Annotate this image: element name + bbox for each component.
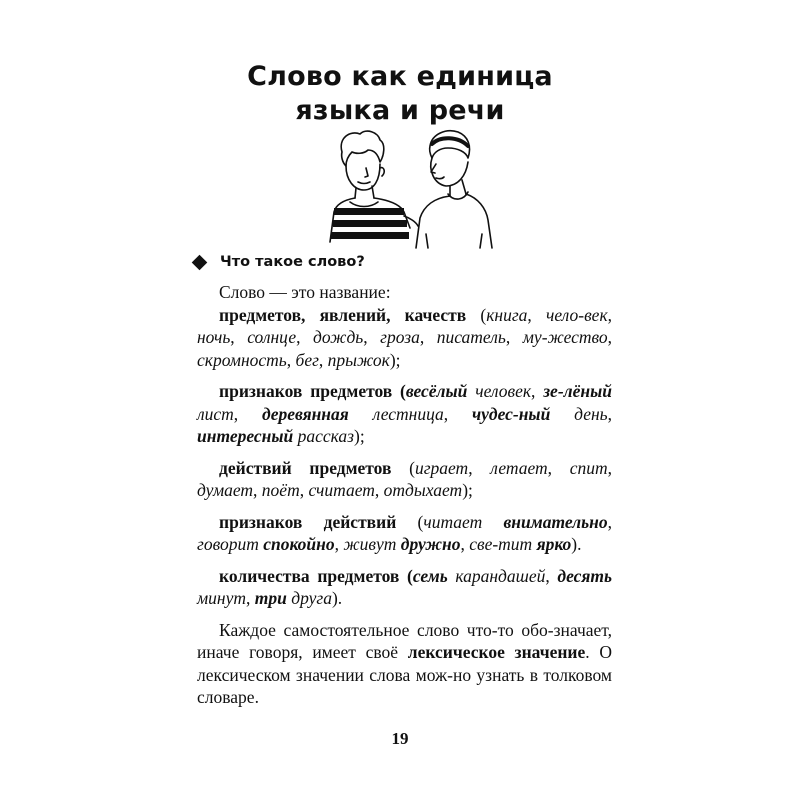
- category-objects: предметов, явлений, качеств (книга, чело-век, ночь, солнце, дождь, гроза, писатель, му-жество, скромность, бег, прыжок);: [197, 304, 613, 370]
- closing-paragraph: Каждое самостоятельное слово что-то обо-значает, иначе говоря, имеет своё лексическое значение. О лексическом значении слова мож-но узнать в толковом словаре.: [197, 619, 613, 707]
- category-action-attributes: признаков действий (читает внимательно, говорит спокойно, живут дружно, све-тит ярко).: [197, 511, 613, 554]
- page-title: [150, 60, 650, 128]
- title-line-1: Слово как единица: [247, 61, 553, 92]
- intro-paragraph: Слово — это название:: [219, 282, 391, 302]
- boy-hair: [341, 131, 384, 166]
- section-question: [193, 254, 365, 270]
- diamond-bullet-icon: [192, 254, 208, 270]
- boy-sweater-stripes: [331, 208, 409, 239]
- page-number: 19: [391, 729, 409, 748]
- category-object-attributes: признаков предметов (весёлый человек, зе-лёный лист, деревянная лестница, чудес-ный день, интересный рассказ);: [197, 381, 613, 446]
- children-illustration: [308, 124, 498, 250]
- lexical-meaning-term: лексическое значение: [407, 642, 586, 662]
- category-actions: действий предметов (играет, летает, спит, думает, поёт, считает, отдыхает);: [197, 457, 613, 500]
- question-text: Что такое слово?: [220, 254, 365, 270]
- title-line-2: языка и речи: [295, 95, 505, 126]
- girl-headband: [432, 138, 468, 146]
- page-body: [197, 281, 612, 709]
- category-quantity: количества предметов (семь карандашей, десять минут, три друга).: [197, 565, 613, 608]
- boy-face: [346, 164, 380, 190]
